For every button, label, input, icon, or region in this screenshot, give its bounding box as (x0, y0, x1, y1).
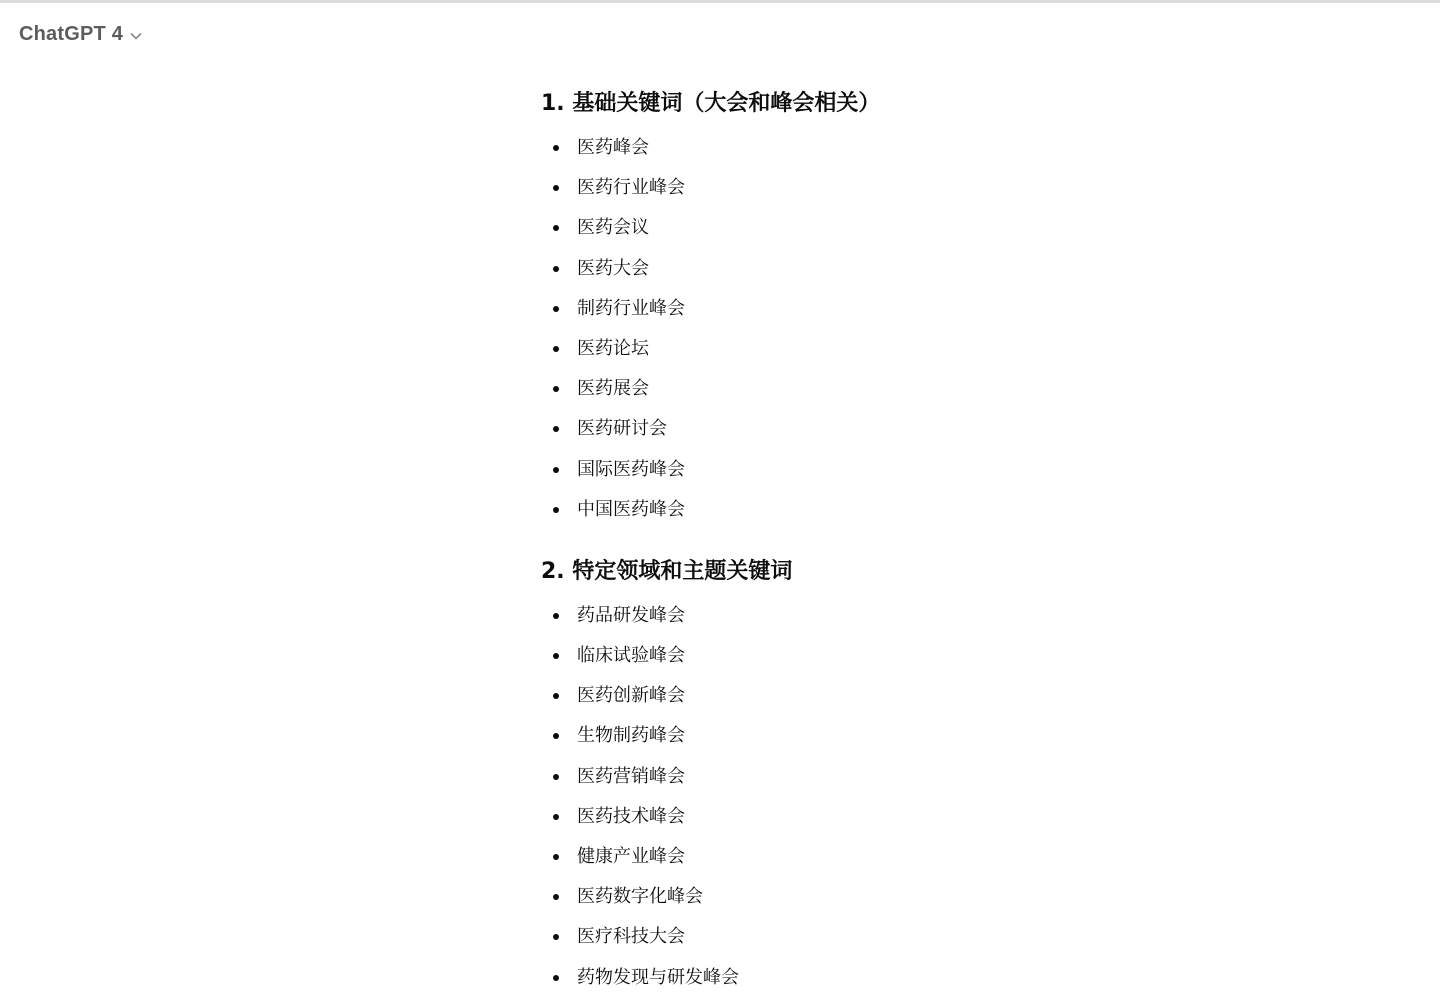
list-item-text: 医疗科技大会 (577, 926, 685, 948)
list-item-text: 医药创新峰会 (577, 685, 685, 707)
section-heading-1: 1. 基础关键词（大会和峰会相关） (541, 91, 881, 116)
bullet-icon (553, 426, 559, 432)
bullet-icon (553, 306, 559, 312)
list-item (541, 409, 1301, 449)
bullet-icon (553, 733, 559, 739)
list-item (541, 596, 1301, 636)
bullet-icon (553, 185, 559, 191)
bullet-icon (553, 145, 559, 151)
bullet-icon (553, 613, 559, 619)
bullet-icon (553, 467, 559, 473)
top-border (0, 0, 1440, 3)
list-item (541, 249, 1301, 289)
list-item (541, 958, 1301, 998)
bullet-icon (553, 266, 559, 272)
list-item (541, 636, 1301, 676)
list-item (541, 490, 1301, 530)
section-heading-2: 2. 特定领域和主题关键词 (541, 558, 793, 584)
list-item-text: 中国医药峰会 (577, 498, 685, 520)
list-item (541, 208, 1301, 248)
list-item-text: 临床试验峰会 (577, 645, 685, 667)
list-item-text: 制药行业峰会 (577, 297, 685, 319)
bullet-icon (553, 225, 559, 231)
list-item-text: 医药营销峰会 (577, 765, 685, 787)
list-item (541, 917, 1301, 957)
list-item (541, 369, 1301, 409)
keyword-list-1 (541, 128, 1301, 530)
list-item-text: 医药大会 (577, 257, 649, 279)
keyword-list-2 (541, 596, 1301, 998)
list-item-text: 医药技术峰会 (577, 805, 685, 827)
list-item (541, 797, 1301, 837)
list-item (541, 837, 1301, 877)
list-item (541, 877, 1301, 917)
assistant-message (541, 86, 1301, 998)
bullet-icon (553, 653, 559, 659)
list-item-text: 医药展会 (577, 378, 649, 400)
bullet-icon (553, 854, 559, 860)
chevron-down-icon (129, 29, 143, 43)
bullet-icon (553, 934, 559, 940)
model-switcher-button[interactable] (19, 20, 143, 48)
model-name: ChatGPT 4 (19, 22, 124, 45)
list-item-text: 健康产业峰会 (577, 846, 685, 867)
list-item (541, 450, 1301, 490)
list-item-text: 医药论坛 (577, 337, 649, 359)
bullet-icon (553, 894, 559, 900)
bullet-icon (553, 386, 559, 392)
bullet-icon (553, 507, 559, 513)
list-item-text: 医药会议 (577, 217, 649, 239)
list-item (541, 757, 1301, 797)
bullet-icon (553, 774, 559, 780)
bullet-icon (553, 346, 559, 352)
list-item-text: 药物发现与研发峰会 (577, 966, 739, 988)
list-item-text: 医药研讨会 (577, 418, 667, 440)
list-item-text: 医药峰会 (577, 137, 649, 158)
bullet-icon (553, 693, 559, 699)
list-item (541, 716, 1301, 756)
list-item-text: 国际医药峰会 (577, 458, 685, 480)
list-item (541, 329, 1301, 369)
list-item-text: 医药数字化峰会 (577, 886, 703, 908)
list-item (541, 676, 1301, 716)
list-item (541, 168, 1301, 208)
bullet-icon (553, 975, 559, 981)
list-item-text: 药品研发峰会 (577, 604, 685, 626)
list-item-text: 医药行业峰会 (577, 177, 685, 199)
bullet-icon (553, 814, 559, 820)
list-item-text: 生物制药峰会 (577, 725, 685, 747)
list-item (541, 128, 1301, 168)
list-item (541, 289, 1301, 329)
